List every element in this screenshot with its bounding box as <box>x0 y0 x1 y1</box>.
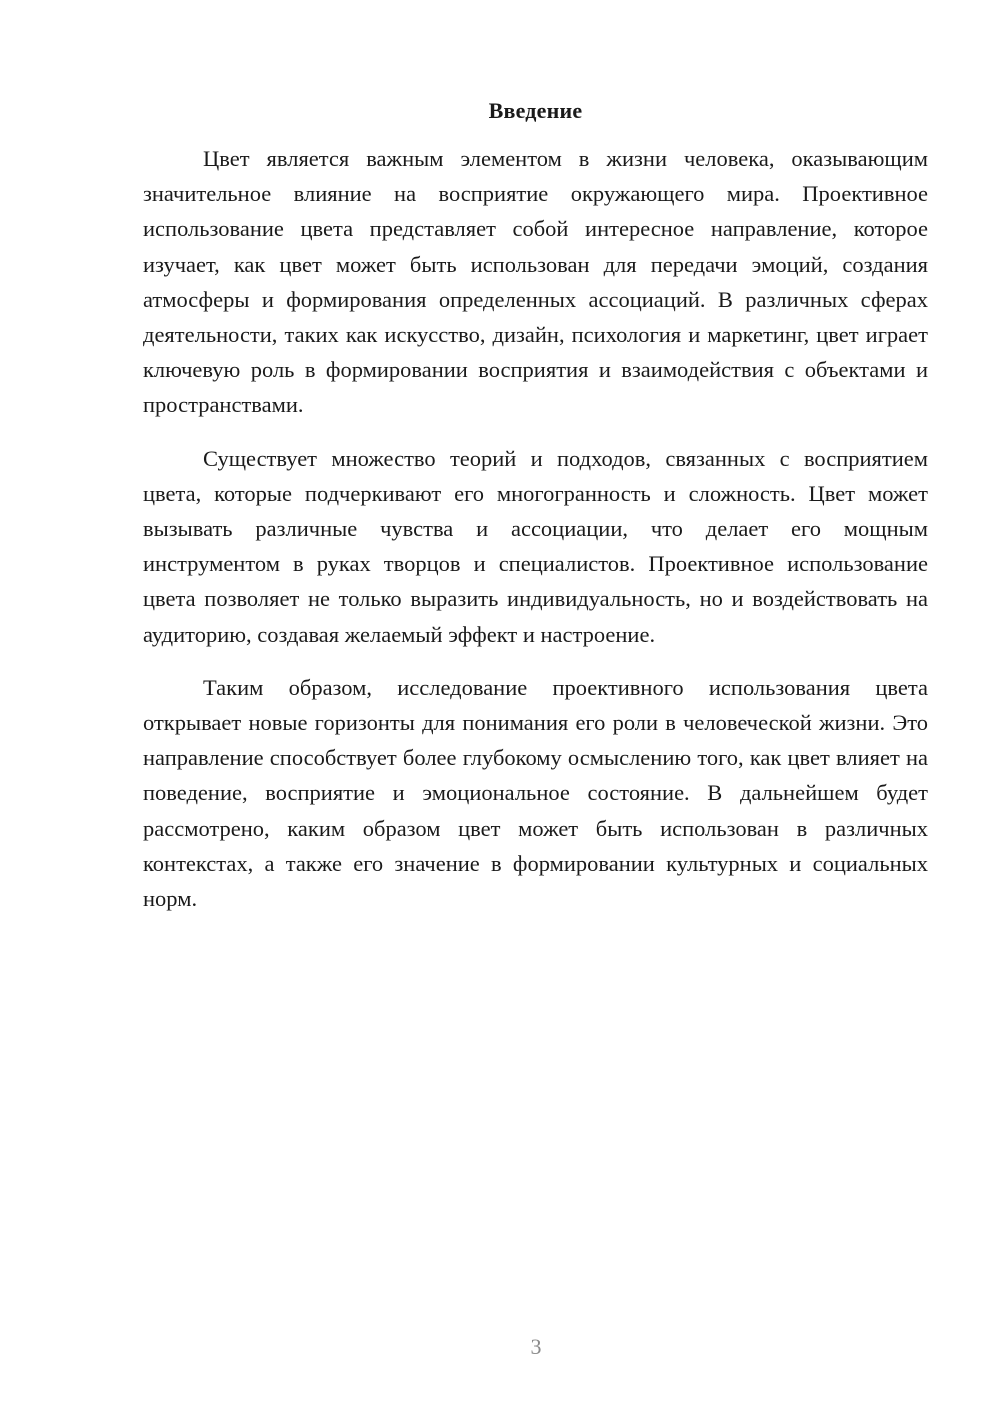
page-number: 3 <box>530 1334 542 1359</box>
section-title: Введение <box>488 98 583 123</box>
document-page <box>143 96 928 934</box>
paragraph-3: Таким образом, исследование проективного использования цвета открывает новые горизонты для понимания его роли в человеческой жизни. Это направление способствует более глубокому осмыслению того, как цвет влияет на поведение, восприятие и эмоциональное состояние. В дальнейшем будет рассмотрено, каким образом цвет может быть использован в различных контекстах, а также его значение в формировании культурных и социальных норм. <box>143 674 928 912</box>
paragraph-2: Существует множество теорий и подходов, связанных с восприятием цвета, которые подчеркивают его многогранность и сложность. Цвет может вызывать различные чувства и ассоциации, что делает его мощным инструментом в руках творцов и специалистов. Проективное использование цвета позволяет не только выразить индивидуальность, но и воздействовать на аудиторию, создавая желаемый эффект и настроение. <box>143 445 928 647</box>
paragraph-1: Цвет является важным элементом в жизни человека, оказывающим значительное влияние на восприятие окружающего мира. Проективное использование цвета представляет собой интересное направление, которое изучает, как цвет может быть использован для передачи эмоций, создания атмосферы и формирования определенных ассоциаций. В различных сферах деятельности, таких как искусство, дизайн, психология и маркетинг, цвет играет ключевую роль в формировании восприятия и взаимодействия с объектами и пространствами. <box>143 146 928 418</box>
